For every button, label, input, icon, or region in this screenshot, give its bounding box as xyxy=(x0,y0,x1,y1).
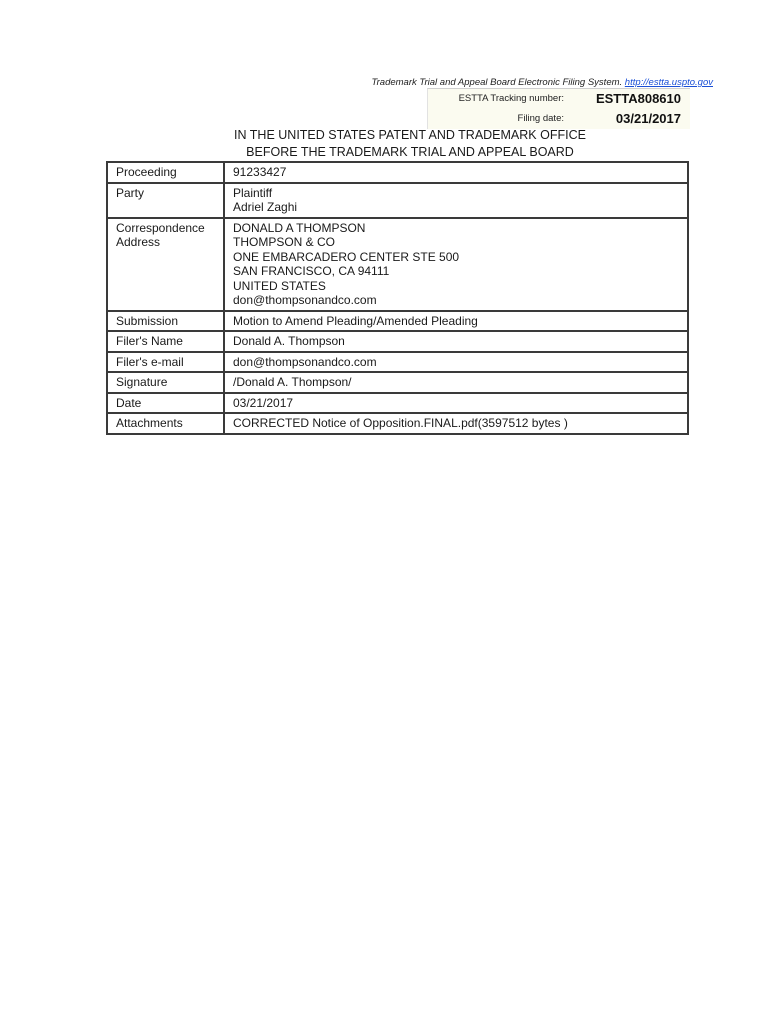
table-row-correspondence xyxy=(107,218,688,311)
table-row-signature xyxy=(107,372,688,393)
signature-value: /Donald A. Thompson/ xyxy=(224,372,688,393)
correspondence-value xyxy=(224,218,688,311)
tracking-box xyxy=(427,88,690,129)
filing-system-line xyxy=(300,77,713,88)
filing-details-table xyxy=(106,161,689,435)
signature-label: Signature xyxy=(107,372,224,393)
correspondence-label-line1: Correspondence xyxy=(116,220,205,235)
office-title: IN THE UNITED STATES PATENT AND TRADEMARK OFFICE xyxy=(234,128,586,142)
correspondence-label-line2: Address xyxy=(116,235,161,249)
attachments-value[interactable]: CORRECTED Notice of Opposition.FINAL.pdf(3597512 bytes ) xyxy=(224,413,688,434)
correspondence-city: SAN FRANCISCO, CA 94111 xyxy=(233,264,390,278)
estta-link[interactable]: http://estta.uspto.gov xyxy=(624,77,713,88)
attachments-label: Attachments xyxy=(107,413,224,434)
party-value xyxy=(224,183,688,218)
table-row-submission xyxy=(107,311,688,332)
correspondence-email: don@thompsonandco.com xyxy=(233,293,377,307)
party-label: Party xyxy=(107,183,224,218)
table-row-filers-email xyxy=(107,352,688,373)
filing-system-text: Trademark Trial and Appeal Board Electronic Filing System. xyxy=(371,77,623,88)
board-title: BEFORE THE TRADEMARK TRIAL AND APPEAL BOARD xyxy=(246,145,574,159)
proceeding-value: 91233427 xyxy=(224,162,688,183)
correspondence-street: ONE EMBARCADERO CENTER STE 500 xyxy=(233,249,460,264)
date-value: 03/21/2017 xyxy=(224,393,688,414)
tracking-number-label: ESTTA Tracking number: xyxy=(458,93,564,104)
filers-name-label: Filer's Name xyxy=(107,331,224,352)
tracking-row xyxy=(428,89,690,109)
party-role: Plaintiff xyxy=(233,185,273,200)
correspondence-firm: THOMPSON & CO xyxy=(233,235,336,249)
date-label: Date xyxy=(107,393,224,414)
filing-date: 03/21/2017 xyxy=(615,111,681,126)
filers-email-label: Filer's e-mail xyxy=(107,352,224,373)
table-row-date xyxy=(107,393,688,414)
party-name: Adriel Zaghi xyxy=(233,200,298,214)
correspondence-name: DONALD A THOMPSON xyxy=(233,220,366,235)
submission-label: Submission xyxy=(107,311,224,332)
filing-date-row xyxy=(428,109,690,129)
tracking-number: ESTTA808610 xyxy=(595,91,681,106)
table-row-attachments xyxy=(107,413,688,434)
filing-date-label: Filing date: xyxy=(517,113,564,124)
correspondence-label xyxy=(107,218,224,311)
table-row-filers-name xyxy=(107,331,688,352)
submission-value: Motion to Amend Pleading/Amended Pleading xyxy=(224,311,688,332)
table-row-party xyxy=(107,183,688,218)
filers-email-value: don@thompsonandco.com xyxy=(224,352,688,373)
table-row-proceeding xyxy=(107,162,688,183)
filers-name-value: Donald A. Thompson xyxy=(224,331,688,352)
correspondence-country: UNITED STATES xyxy=(233,278,326,293)
proceeding-label: Proceeding xyxy=(107,162,224,183)
